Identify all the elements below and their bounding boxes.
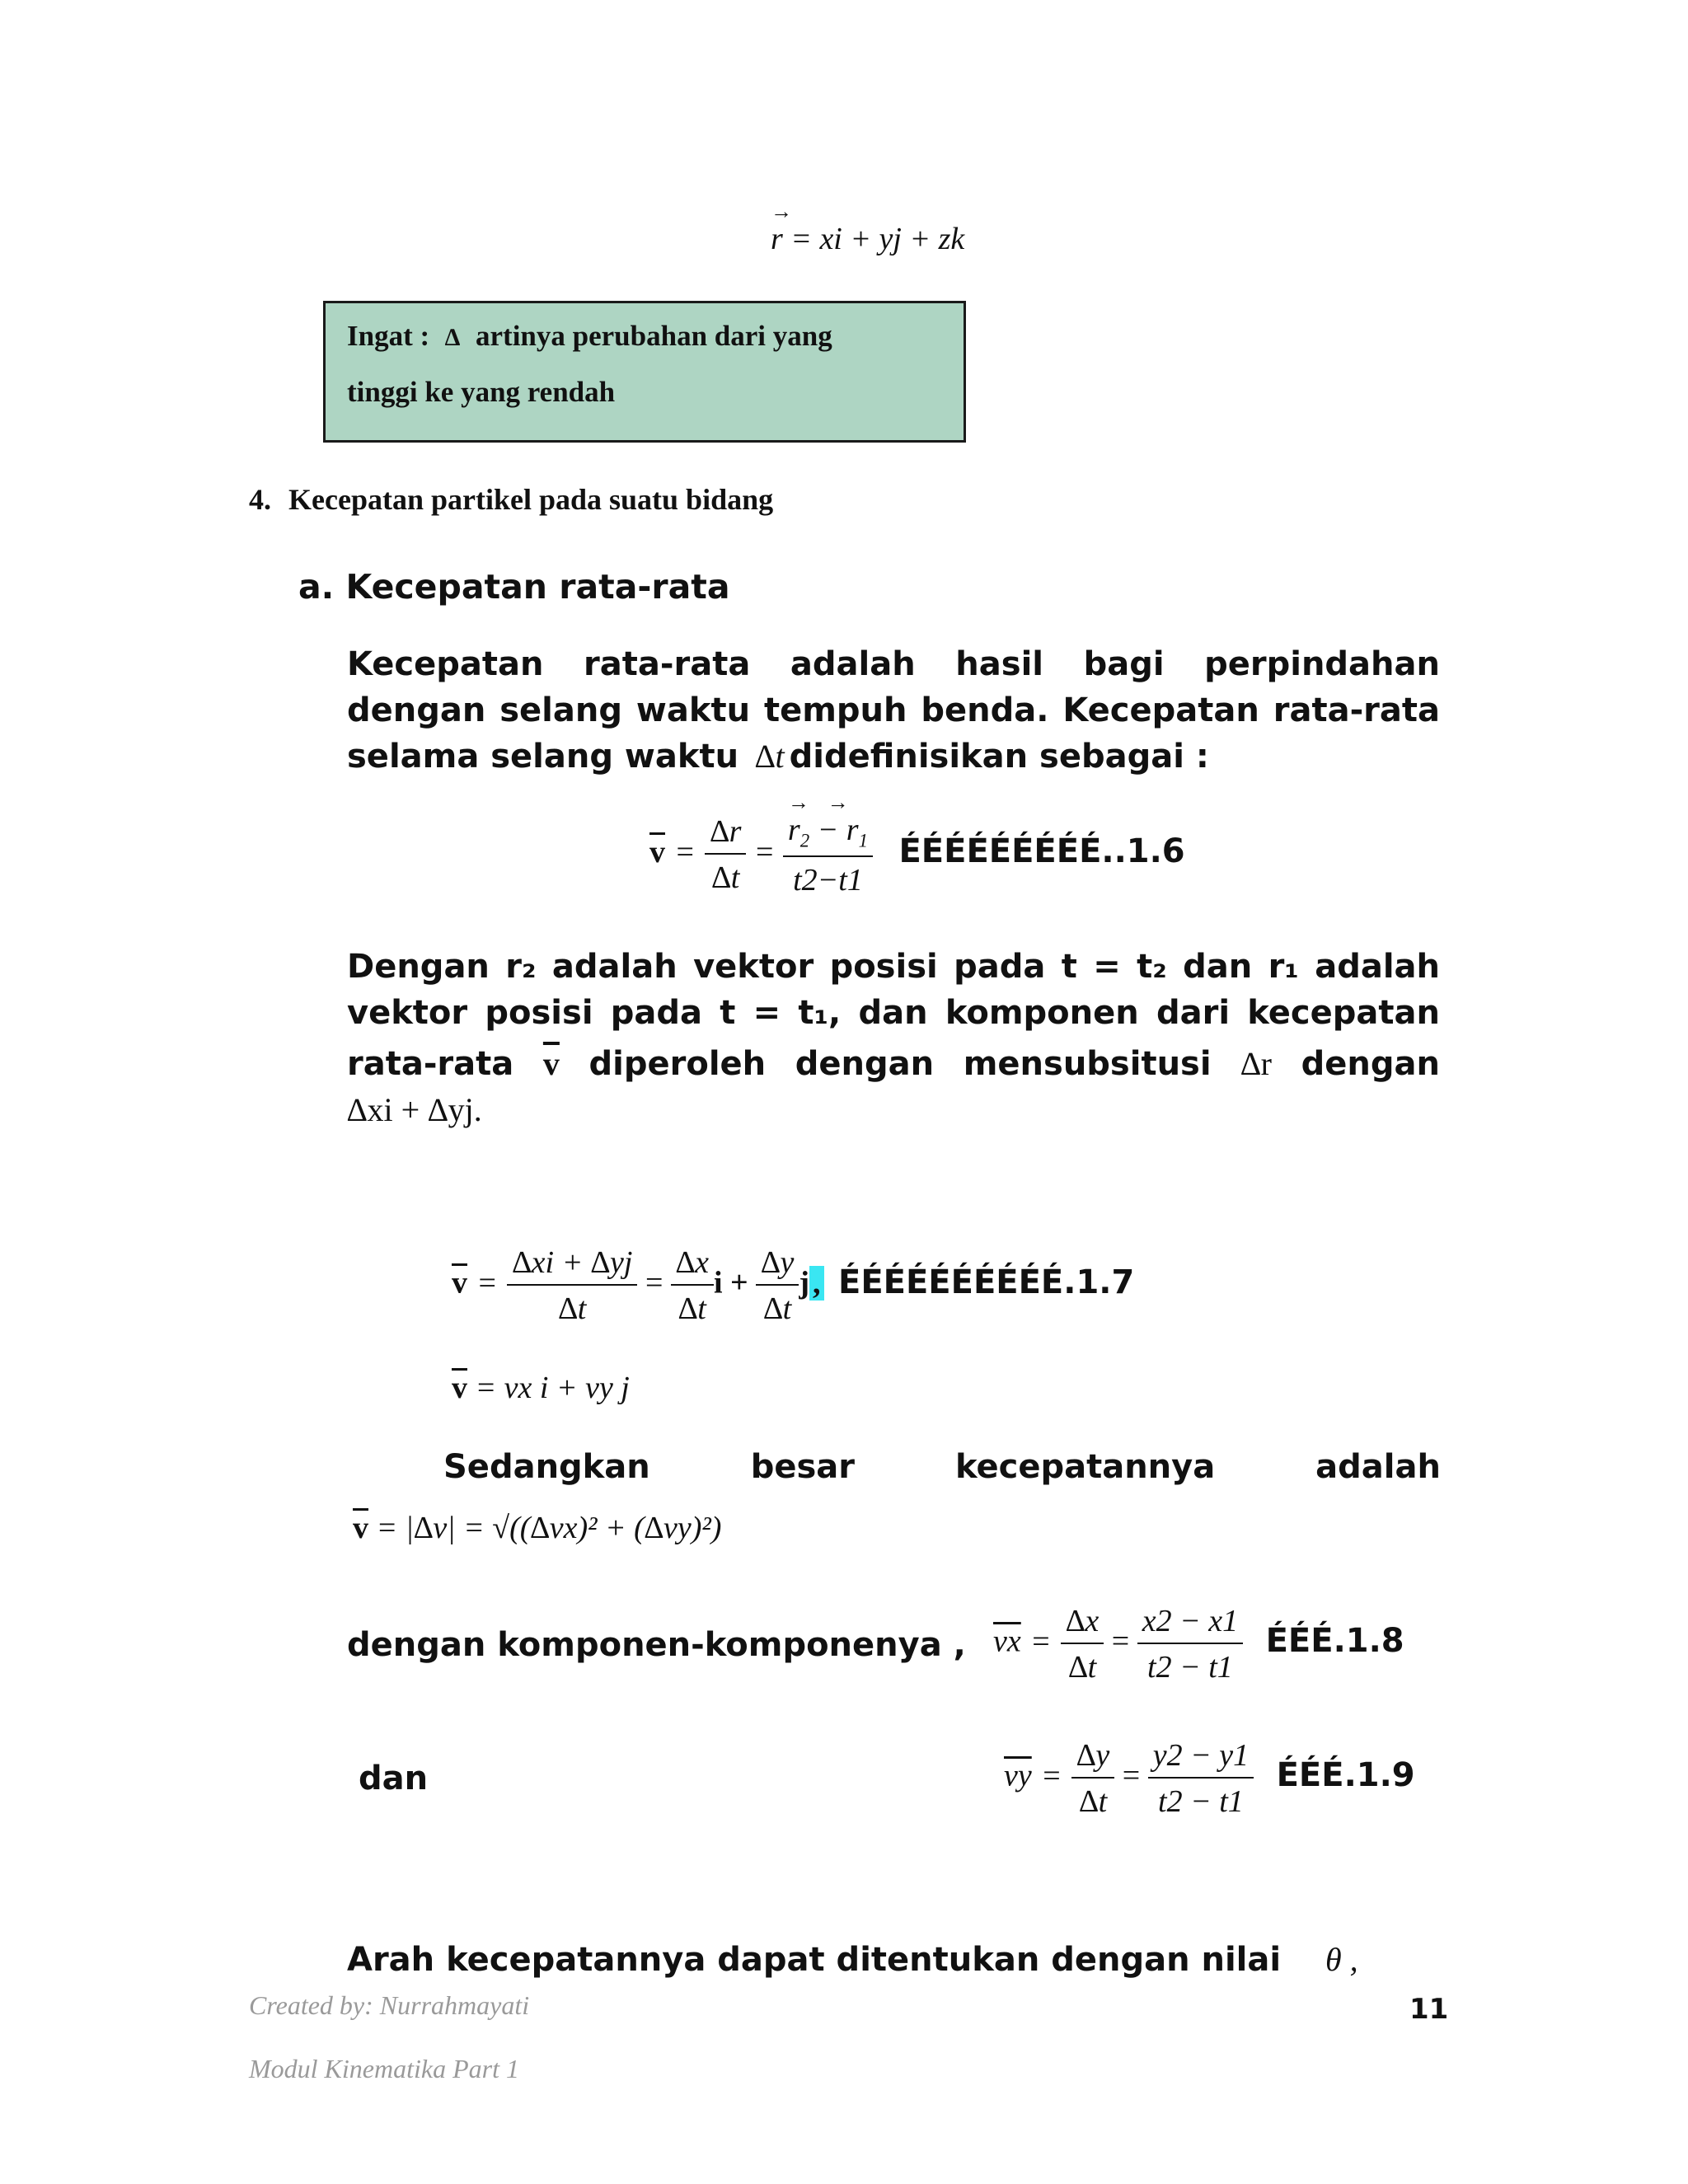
para2-line-3: [347, 1041, 1440, 1087]
reminder-callout: [323, 301, 966, 443]
theta-symbol: θ ,: [1325, 1941, 1358, 1978]
vy-bar-symbol: $\overline{vy}$: [1004, 1758, 1032, 1793]
para3-word-1: Sedangkan: [443, 1448, 650, 1486]
para1-line-3: [347, 733, 1440, 780]
v-bar-symbol: $\overline{v}$: [452, 1371, 467, 1405]
r1-subscript: 1: [858, 830, 868, 851]
fraction-3: [756, 1244, 799, 1327]
para2-line-3a: rata-rata: [347, 1045, 514, 1083]
equation-number-1-9: ÉÉÉ.1.9: [1276, 1755, 1415, 1794]
callout-line-1: [347, 320, 832, 353]
footer-module: Modul Kinematika Part 1: [249, 2054, 519, 2083]
fraction-x-over-t: [1137, 1603, 1243, 1685]
equation-1-9: $\overline{vy}$ = $\frac{\Delta y}{\Delta t}$ = $\frac{y2 - y1}{t2 - t1}$ ÉÉÉ.1.9: [1004, 1738, 1415, 1819]
callout-label: Ingat :: [347, 320, 430, 352]
equation-number-1-6: ÉÉÉÉÉÉÉÉÉ..1.6: [898, 832, 1185, 871]
fraction-2: [671, 1244, 714, 1327]
highlighted-comma: ,: [809, 1266, 824, 1301]
frac1-numerator: ∆xi + ∆yj: [507, 1244, 637, 1286]
callout-text-2: tinggi ke yang rendah: [347, 376, 616, 408]
equation-1-7: $\overline{v}$ = $\frac{\Delta xi + \Delta yj}{\Delta t}$ = $\frac{\Delta x}{\Delta t}$ i + $\frac{\Delta y}{\Delta t}$ j , ÉÉÉÉÉÉÉÉÉÉ.1.7: [452, 1245, 1135, 1326]
callout-text-1: artinya perubahan dari yang: [476, 320, 832, 352]
equation-number-1-8: ÉÉÉ.1.8: [1265, 1621, 1404, 1660]
v-bar-inline: $\overline{v}$: [542, 1045, 560, 1082]
para4-text: Arah kecepatannya dapat ditentukan dengan nilai: [347, 1941, 1282, 1979]
para2-line-2: vektor posisi pada t = t₁, dan komponen dari kecepatan: [347, 994, 1440, 1032]
r-vector-symbol: → r: [771, 221, 783, 257]
para3-word-4: adalah: [1315, 1448, 1441, 1486]
para2-line-3c: dengan: [1301, 1045, 1440, 1083]
para2-line-1: Dengan r₂ adalah vektor posisi pada t = t₂ dan r₁ adalah: [347, 948, 1440, 986]
para2-line-4: ∆xi + ∆yj.: [347, 1091, 482, 1128]
delta-t-symbol: ∆t: [755, 738, 785, 775]
vx-bar-symbol: $\overline{vx}$: [993, 1624, 1021, 1659]
r1-vector: → − r: [818, 812, 859, 848]
para3-word-3: kecepatannya: [954, 1448, 1216, 1486]
frac-denominator: ∆t: [1068, 1650, 1097, 1685]
fraction-dx-dt: [1061, 1603, 1104, 1685]
page-number: 11: [1409, 1993, 1449, 2026]
frac2-numerator: ∆x: [671, 1244, 714, 1286]
position-vector-equation: [771, 221, 964, 257]
v-bar-symbol: $\overline{v}$: [353, 1511, 368, 1545]
fraction-displacement-over-time: [783, 812, 873, 898]
para1-line-1: Kecepatan rata-rata adalah hasil bagi perpindahan: [347, 645, 1440, 683]
frac-numerator: x2 − x1: [1137, 1603, 1243, 1644]
magnitude-rhs: = |∆v| = √((∆vx)² + (∆vy)²): [376, 1511, 722, 1545]
unit-j: j: [799, 1265, 809, 1301]
para1-line-3b: didefinisikan sebagai :: [789, 738, 1209, 776]
para3-word-2: besar: [750, 1448, 855, 1486]
unit-i: i +: [714, 1265, 748, 1301]
magnitude-equation: [353, 1510, 721, 1546]
v-bar-symbol: $\overline{v}$: [452, 1265, 467, 1301]
equation-number-1-7: ÉÉÉÉÉÉÉÉÉÉ.1.7: [838, 1263, 1135, 1301]
frac1-denominator: ∆t: [558, 1291, 587, 1326]
r2-subscript: 2: [799, 830, 810, 851]
frac-denominator: t2 − t1: [1158, 1784, 1244, 1819]
paragraph-magnitude: [443, 1444, 1441, 1490]
frac2-denominator: ∆t: [678, 1291, 706, 1326]
frac-numerator: ∆y: [1071, 1737, 1114, 1779]
components-rhs: = vx i + vy j: [475, 1371, 630, 1405]
frac-denominator: ∆t: [711, 860, 740, 896]
section-heading: [249, 482, 773, 517]
frac-denominator: ∆t: [1079, 1784, 1108, 1819]
subsection-heading: a. Kecepatan rata-rata: [298, 567, 730, 607]
eq-1-8-label: dengan komponen-komponenya ,: [347, 1626, 966, 1664]
equation-1-8: $\overline{vx}$ = $\frac{\Delta x}{\Delta t}$ = $\frac{x2 - x1}{t2 - t1}$ ÉÉÉ.1.8: [993, 1604, 1404, 1685]
section-title: Kecepatan partikel pada suatu bidang: [288, 483, 774, 516]
fraction-1: [507, 1244, 637, 1327]
fraction-delta-r-over-delta-t: [705, 813, 746, 896]
eq-1-9-label: dan: [359, 1760, 429, 1797]
section-number: 4.: [249, 483, 271, 516]
fraction-y-over-t: [1148, 1737, 1254, 1820]
paragraph-components: [347, 944, 1440, 1133]
frac3-numerator: ∆y: [756, 1244, 799, 1286]
position-vector-rhs: = xi + yj + zk: [790, 222, 965, 256]
para1-line-2: dengan selang waktu tempuh benda. Kecepatan rata-rata: [347, 691, 1440, 729]
para1-line-3a: selama selang waktu: [347, 738, 739, 776]
delta-r-symbol: ∆r: [1240, 1045, 1272, 1082]
para2-line-3b: diperoleh dengan mensubsitusi: [588, 1045, 1212, 1083]
v-bar-symbol: $\overline{v}$: [649, 835, 665, 870]
paragraph-definition: [347, 641, 1440, 780]
equation-1-6: $\overline{v}$ = $\frac{\Delta r}{\Delta t}$ = → $\frac{r_2 \to - r_1}{t2-t1}$ ÉÉÉÉÉÉÉÉÉ..1.6: [649, 812, 1185, 898]
fraction-dy-dt: [1071, 1737, 1114, 1820]
footer-author: Created by: Nurrahmayati: [249, 1990, 530, 2020]
time-difference: t2−t1: [793, 862, 863, 898]
frac-denominator: t2 − t1: [1147, 1650, 1233, 1685]
frac-numerator: y2 − y1: [1148, 1737, 1254, 1779]
frac-numerator: ∆r: [705, 813, 746, 855]
frac3-denominator: ∆t: [763, 1291, 792, 1326]
frac-numerator: ∆x: [1061, 1603, 1104, 1644]
paragraph-direction: [347, 1937, 1358, 1983]
delta-symbol: ∆: [444, 324, 461, 351]
r2-vector: → r: [788, 812, 800, 848]
velocity-components-equation: [452, 1370, 630, 1406]
